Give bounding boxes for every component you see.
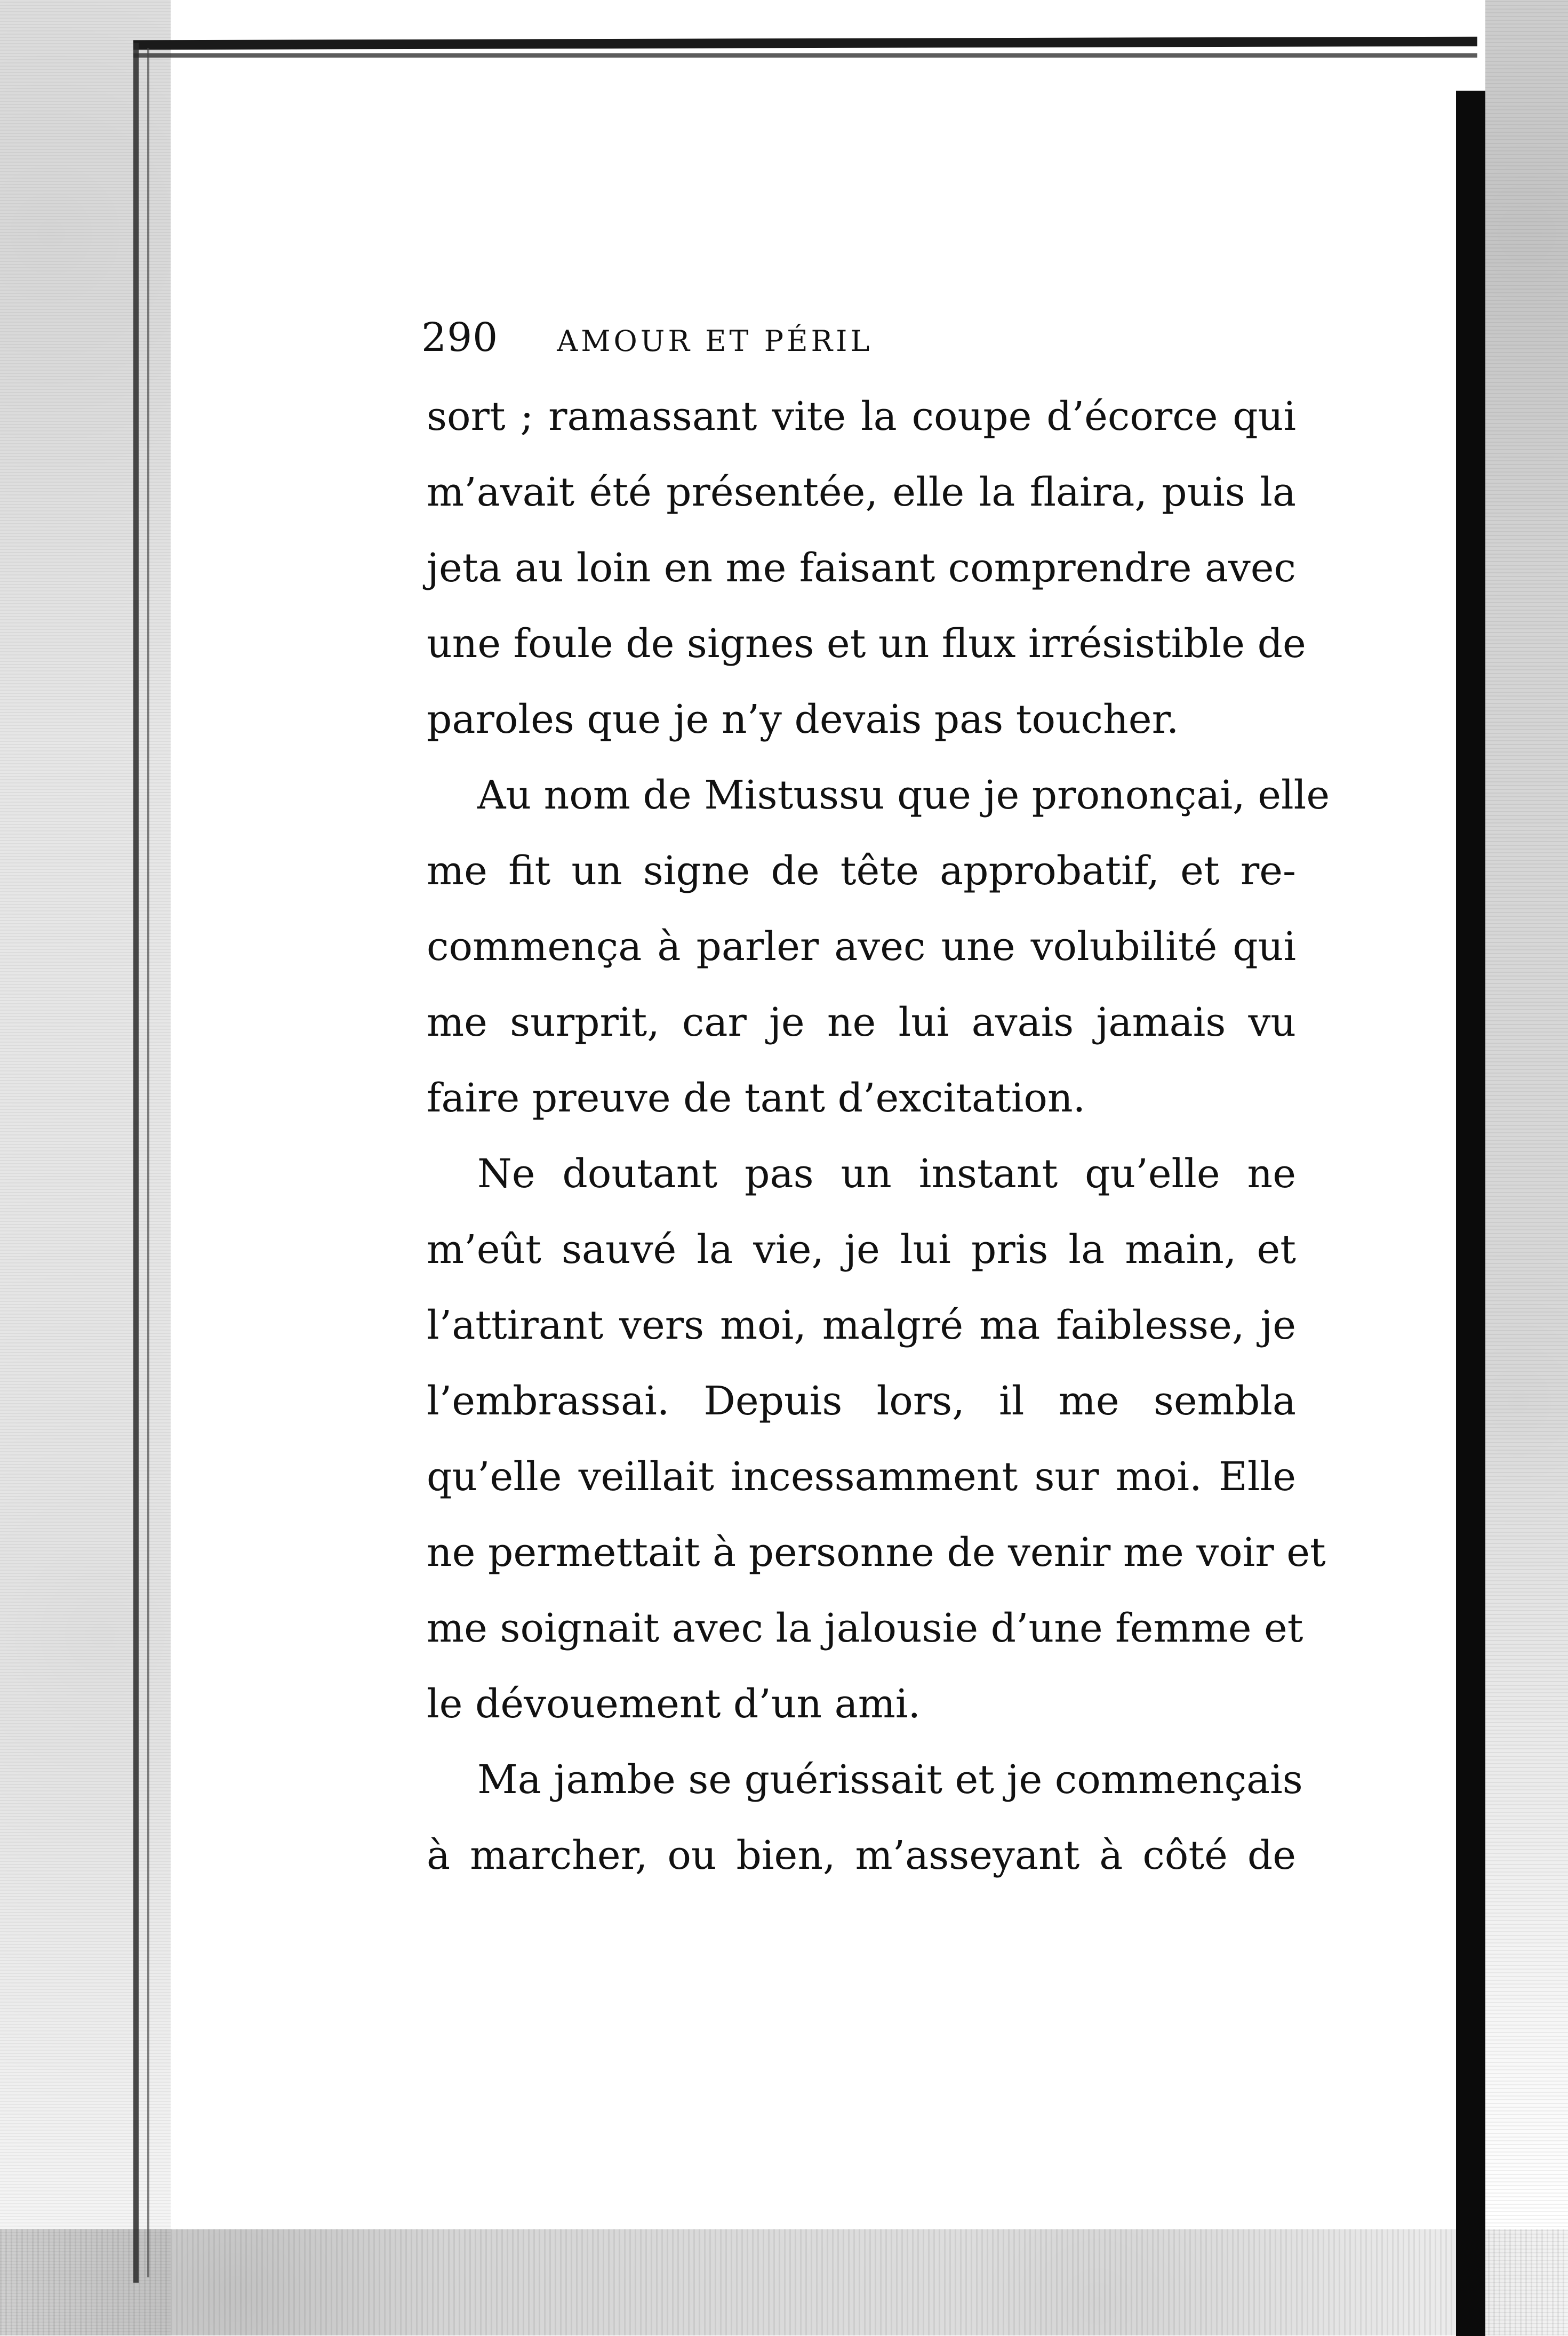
text-line: paroles que je n’y devais pas toucher. (427, 697, 1179, 742)
text-line: commença à parler avec une volubilité qui (427, 924, 1296, 970)
text-line: me surprit, car je ne lui avais jamais vu (427, 999, 1296, 1045)
text-line: Ne doutant pas un instant qu’elle ne (477, 1151, 1296, 1197)
text-line: l’attirant vers moi, malgré ma faiblesse, je (427, 1302, 1296, 1348)
text-line: m’avait été présentée, elle la flaira, puis la (427, 469, 1296, 515)
bottom-scan-noise (0, 2229, 1568, 2335)
right-edge-shadow (1456, 91, 1485, 2336)
left-border-rule (133, 43, 139, 2283)
right-scan-noise (1485, 0, 1568, 2335)
text-line: me soignait avec la jalousie d’une femme et (427, 1605, 1303, 1651)
text-line: ne permettait à personne de venir me voir et (427, 1530, 1326, 1575)
text-line: sort ; ramassant vite la coupe d’écorce qui (427, 394, 1296, 439)
top-border-rule-secondary (133, 53, 1477, 58)
page-header (421, 315, 1061, 361)
text-line: Au nom de Mistussu que je prononçai, elle (477, 772, 1330, 818)
text-line: faire preuve de tant d’excitation. (427, 1075, 1086, 1121)
text-line: Ma jambe se guérissait et je commençais (477, 1757, 1303, 1803)
text-line: me fit un signe de tête approbatif, et re- (427, 848, 1296, 894)
text-line: l’embrassai. Depuis lors, il me sembla (427, 1378, 1296, 1424)
text-line: m’eût sauvé la vie, je lui pris la main, et (427, 1227, 1296, 1273)
running-head: AMOUR ET PÉRIL (557, 324, 873, 358)
text-line: le dévouement d’un ami. (427, 1681, 921, 1727)
text-line: à marcher, ou bien, m’asseyant à côté de (427, 1833, 1296, 1878)
text-line: une foule de signes et un flux irrésistible de (427, 621, 1306, 667)
left-scan-noise (0, 0, 171, 2335)
top-border-rule (133, 37, 1477, 50)
page-number: 290 (421, 315, 499, 361)
left-border-rule-secondary (147, 48, 149, 2277)
body-text (427, 379, 1330, 1893)
text-line: jeta au loin en me faisant comprendre avec (427, 545, 1296, 591)
text-line: qu’elle veillait incessamment sur moi. Elle (427, 1454, 1296, 1500)
